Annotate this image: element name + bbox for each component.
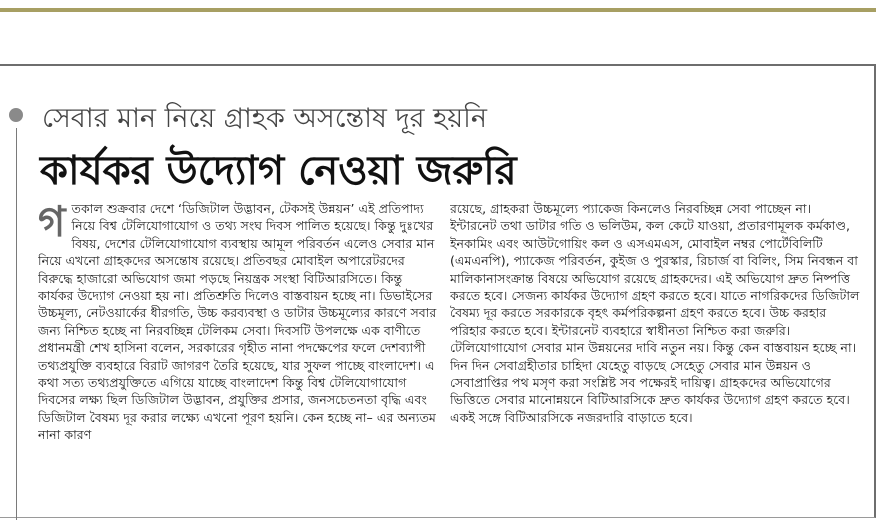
bullet-dot-icon: [9, 108, 23, 122]
drop-cap: গ: [38, 200, 66, 246]
article-body-right: রয়েছে, গ্রাহকরা উচ্চমূল্যে প্যাকেজ কিনলেও নিরবচ্ছিন্ন সেবা পাচ্ছেন না। ইন্টারনেট তথা ডাটার গতি ও ভলিউম, কল কেটে যাওয়া, প্রতারণামূলক কর্মকাণ্ড, ইনকামিং এবং আউটগোয়িং কল ও এসএমএস, মোবাইল নম্বর পোর্টেবিলিটি (এমএনপি), প্যাকেজ পরিবর্তন, কুইজ ও পুরস্কার, রিচার্জ বা বিলিং, সিম নিবন্ধন বা মালিকানাসংক্রান্ত বিষয়ে অভিযোগ রয়েছে গ্রাহকদের। এই অভিযোগ দ্রুত নিষ্পত্তি করতে হবে। সেজন্য কার্যকর উদ্যোগ গ্রহণ করতে হবে। যাতে নাগরিকদের ডিজিটাল বৈষম্য দূর করতে সরকারকে বৃহৎ কর্মপরিকল্পনা গ্রহণ করতে হবে। উচ্চ করহার পরিহার করতে হবে। ইন্টারনেট ব্যবহারে স্বাধীনতা নিশ্চিত করা জরুরি। টেলিযোগাযোগ সেবার মান উন্নয়নের দাবি নতুন নয়। কিন্তু কেন বাস্তবায়ন হচ্ছে না। দিন দিন সেবাগ্রহীতার চাহিদা যেহেতু বাড়ছে সেহেতু সেবার মান উন্নয়ন ও সেবাপ্রাপ্তির পথ মসৃণ করা সংশ্লিষ্ট সব পক্ষেরই দায়িত্ব। গ্রাহকদের অভিযোগের ভিত্তিতে সেবার মানোন্নয়নে বিটিআরসিকে দ্রুত কার্যকর উদ্যোগ গ্রহণ করতে হবে। একই সঙ্গে বিটিআরসিকে নজরদারি বাড়াতে হবে।: [450, 201, 860, 425]
side-vertical-rule: [16, 128, 17, 520]
article-headline: কার্যকর উদ্যোগ নেওয়া জরুরি: [40, 148, 517, 194]
article-kicker: সেবার মান নিয়ে গ্রাহক অসন্তোষ দূর হয়নি: [42, 103, 488, 134]
article-column-left: [38, 200, 440, 512]
article-column-right: [450, 200, 860, 512]
top-decorative-rule: [0, 8, 876, 12]
article-body-left: তকাল শুক্রবার দেশে ‘ডিজিটাল উদ্ভাবন, টেকসই উন্নয়ন’ এই প্রতিপাদ্য নিয়ে বিশ্ব টেলিযোগাযোগ ও তথ্য সংঘ দিবস পালিত হয়েছে। কিন্তু দুঃখের বিষয়, দেশের টেলিযোগাযোগ ব্যবস্থায় আমূল পরিবর্তন এলেও সেবার মান নিয়ে এখনো গ্রাহকদের অসন্তোষ রয়েছে। প্রতিবছর মোবাইল অপারেটরদের বিরুদ্ধে হাজারো অভিযোগ জমা পড়ছে নিয়ন্ত্রক সংস্থা বিটিআরসিতে। কিন্তু কার্যকর উদ্যোগ নেওয়া হয় না। প্রতিশ্রুতি দিলেও বাস্তবায়ন হচ্ছে না। ডিভাইসের উচ্চমূল্য, নেটওয়ার্কের ধীরগতি, উচ্চ করব্যবস্থা ও ডাটার উচ্চমূল্যের কারণে সবার জন্য নিশ্চিত হচ্ছে না নিরবচ্ছিন্ন টেলিকম সেবা। দিবসটি উপলক্ষে এক বাণীতে প্রধানমন্ত্রী শেখ হাসিনা বলেন, সরকারের গৃহীত নানা পদক্ষেপের ফলে দেশব্যাপী তথ্যপ্রযুক্তি ব্যবহারে বিরাট জাগরণ তৈরি হয়েছে, যার সুফল পাচ্ছে বাংলাদেশ। এ কথা সত্য তথ্যপ্রযুক্তিতে এগিয়ে যাচ্ছে বাংলাদেশ কিন্তু বিশ্ব টেলিযোগাযোগ দিবসের লক্ষ্য ছিল ডিজিটাল উদ্ভাবন, প্রযুক্তির প্রসার, জনসচেতনতা বৃদ্ধি এবং ডিজিটাল বৈষম্য দূর করার লক্ষ্যে এখনো পূরণ হয়নি। কেন হচ্ছে না– এর অন্যতম নানা কারণ: [38, 201, 437, 443]
